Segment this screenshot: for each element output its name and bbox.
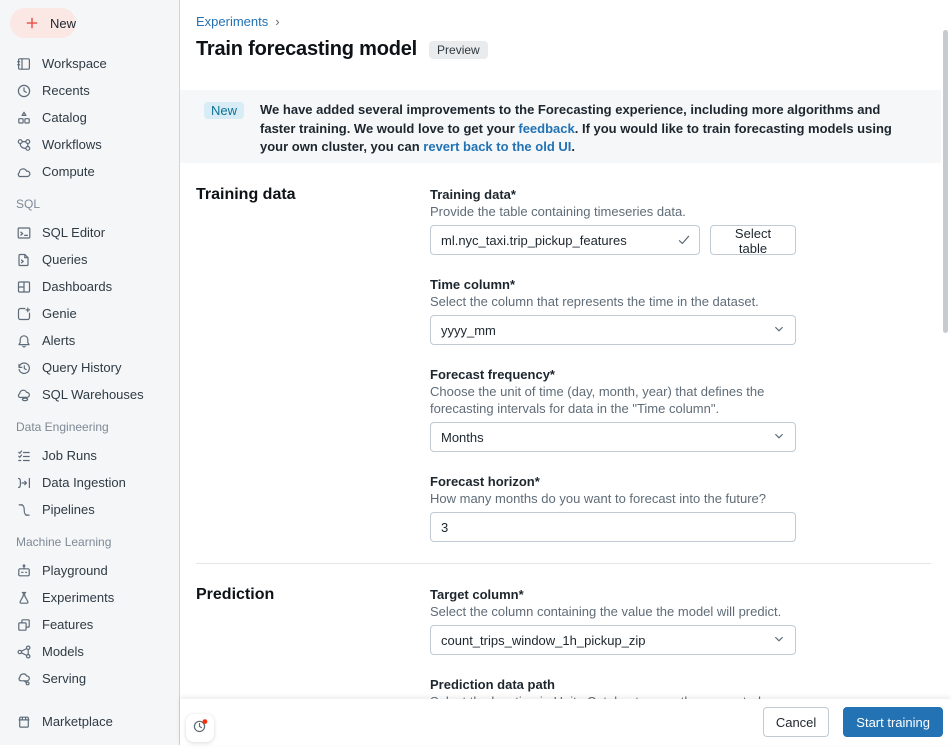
- time-column-select[interactable]: [430, 315, 796, 345]
- time-column-field: [430, 276, 796, 345]
- sidebar-item-label: Serving: [42, 671, 87, 686]
- plus-icon: [24, 15, 40, 31]
- recent-activity-button[interactable]: [186, 714, 214, 742]
- workflows-icon: [16, 137, 32, 153]
- sidebar-item-label: Workflows: [42, 137, 102, 152]
- data-ingestion-icon: [16, 475, 32, 491]
- sql-editor-icon: [16, 225, 32, 241]
- recents-icon: [16, 83, 32, 99]
- sidebar-item-label: Models: [42, 644, 84, 659]
- banner-text-3: .: [571, 139, 575, 154]
- new-button[interactable]: [10, 8, 76, 38]
- forecast-frequency-label: Forecast frequency*: [430, 367, 555, 382]
- breadcrumb: [196, 14, 280, 29]
- forecast-frequency-field: [430, 366, 796, 452]
- forecast-horizon-label: Forecast horizon*: [430, 474, 540, 489]
- target-column-label: Target column*: [430, 587, 524, 602]
- pipelines-icon: [16, 502, 32, 518]
- sidebar-item-marketplace[interactable]: [0, 708, 179, 735]
- sidebar-section-label: SQL: [16, 197, 41, 211]
- sidebar-item-label: Query History: [42, 360, 122, 375]
- query-history-icon: [16, 360, 32, 376]
- time-column-label: Time column*: [430, 277, 516, 292]
- sidebar-item-label: Recents: [42, 83, 90, 98]
- marketplace-icon: [16, 714, 32, 730]
- alerts-icon: [16, 333, 32, 349]
- banner-text: [260, 101, 917, 157]
- breadcrumb-separator: ›: [275, 14, 280, 29]
- sidebar-item-label: Pipelines: [42, 502, 95, 517]
- chevron-down-icon: [771, 428, 787, 447]
- sidebar-item-features[interactable]: [0, 611, 179, 638]
- sidebar-item-serving[interactable]: [0, 665, 179, 692]
- sql-warehouses-icon: [16, 387, 32, 403]
- sidebar-section-label: Data Engineering: [16, 420, 109, 434]
- sidebar-item-alerts[interactable]: [0, 327, 179, 354]
- sidebar-item-label: SQL Editor: [42, 225, 106, 240]
- prediction-data-path-label: Prediction data path: [430, 677, 555, 692]
- sidebar-item-genie[interactable]: [0, 300, 179, 327]
- training-data-label: Training data*: [430, 187, 516, 202]
- prediction-heading: Prediction: [196, 586, 275, 603]
- sidebar-item-label: Genie: [42, 306, 77, 321]
- genie-icon: [16, 306, 32, 322]
- target-column-select[interactable]: [430, 625, 796, 655]
- sidebar-item-query-history[interactable]: [0, 354, 179, 381]
- sidebar-item-catalog[interactable]: [0, 104, 179, 131]
- training-data-description: Provide the table containing timeseries data.: [430, 204, 686, 219]
- sidebar-item-playground[interactable]: [0, 557, 179, 584]
- forecast-horizon-input[interactable]: [430, 512, 796, 542]
- form-scroll-area: [180, 163, 951, 699]
- playground-icon: [16, 563, 32, 579]
- new-badge: New: [204, 102, 244, 119]
- features-icon: [16, 617, 32, 633]
- target-column-field: [430, 586, 796, 655]
- revert-old-ui-link[interactable]: revert back to the old UI: [423, 139, 572, 154]
- announcement-banner: [180, 90, 941, 163]
- sidebar-item-label: Catalog: [42, 110, 87, 125]
- experiments-icon: [16, 590, 32, 606]
- forecast-frequency-value: Months: [441, 429, 484, 445]
- sidebar-item-label: Experiments: [42, 590, 115, 605]
- new-button-label: New: [50, 15, 77, 31]
- sidebar-item-label: Alerts: [42, 333, 76, 348]
- sidebar-item-job-runs[interactable]: [0, 442, 179, 469]
- training-data-fields: [430, 186, 796, 563]
- cancel-button[interactable]: Cancel: [763, 707, 829, 737]
- title-row: [196, 38, 488, 61]
- clock-notification-icon: [192, 718, 208, 739]
- sidebar-nav: [0, 50, 179, 735]
- sidebar-item-label: Features: [42, 617, 94, 632]
- training-data-heading: Training data: [196, 186, 296, 203]
- catalog-icon: [16, 110, 32, 126]
- training-data-field: [430, 186, 796, 255]
- sidebar-item-models[interactable]: [0, 638, 179, 665]
- sidebar-item-recents[interactable]: [0, 77, 179, 104]
- sidebar: [0, 0, 180, 745]
- sidebar-item-label: Playground: [42, 563, 108, 578]
- workspace-icon: [16, 56, 32, 72]
- chevron-down-icon: [771, 631, 787, 650]
- vertical-scrollbar[interactable]: [943, 30, 948, 333]
- sidebar-item-label: Marketplace: [42, 714, 113, 729]
- chevron-down-icon: [771, 321, 787, 340]
- banner-text-1: We have added several improvements to the Forecasting experience, including more algorithms and faster training. We would love to get your: [260, 102, 881, 136]
- queries-icon: [16, 252, 32, 268]
- forecast-frequency-select[interactable]: [430, 422, 796, 452]
- sidebar-item-label: Dashboards: [42, 279, 113, 294]
- sidebar-item-sql-warehouses[interactable]: [0, 381, 179, 408]
- sidebar-item-label: Workspace: [42, 56, 107, 71]
- main-content: [180, 0, 951, 745]
- sidebar-item-pipelines[interactable]: [0, 496, 179, 523]
- banner-text-2: . If you would like to train forecasting models using your own cluster, you can: [260, 120, 892, 154]
- select-table-button[interactable]: Select table: [710, 225, 796, 255]
- sidebar-item-compute[interactable]: [0, 158, 179, 185]
- forecast-horizon-field: [430, 473, 796, 542]
- dashboards-icon: [16, 279, 32, 295]
- sidebar-item-workflows[interactable]: [0, 131, 179, 158]
- serving-icon: [16, 671, 32, 687]
- forecast-frequency-description: Choose the unit of time (day, month, year) that defines the forecasting intervals for data in the "Time column".: [430, 384, 765, 416]
- sidebar-section-label: Machine Learning: [16, 535, 112, 549]
- training-data-section: [196, 163, 931, 563]
- breadcrumb-experiments-link[interactable]: Experiments: [196, 14, 269, 29]
- sidebar-item-sql-editor[interactable]: [0, 219, 179, 246]
- sidebar-item-workspace[interactable]: [0, 50, 179, 77]
- sidebar-item-label: Job Runs: [42, 448, 97, 463]
- compute-icon: [16, 164, 32, 180]
- sidebar-item-label: Queries: [42, 252, 88, 267]
- job-runs-icon: [16, 448, 32, 464]
- sidebar-item-dashboards[interactable]: [0, 273, 179, 300]
- sidebar-item-data-ingestion[interactable]: [0, 469, 179, 496]
- time-column-value: yyyy_mm: [441, 322, 496, 338]
- forecast-horizon-description: How many months do you want to forecast into the future?: [430, 491, 767, 506]
- target-column-value: count_trips_window_1h_pickup_zip: [441, 632, 646, 648]
- page-title: Train forecasting model: [196, 38, 418, 60]
- preview-badge: Preview: [429, 41, 488, 59]
- sidebar-item-experiments[interactable]: [0, 584, 179, 611]
- start-training-button[interactable]: Start training: [843, 707, 943, 737]
- training-data-input[interactable]: [430, 225, 700, 255]
- sidebar-item-label: Data Ingestion: [42, 475, 126, 490]
- target-column-description: Select the column containing the value the model will predict.: [430, 604, 782, 619]
- time-column-description: Select the column that represents the time in the dataset.: [430, 294, 759, 309]
- sidebar-item-queries[interactable]: [0, 246, 179, 273]
- sidebar-item-label: SQL Warehouses: [42, 387, 144, 402]
- sidebar-item-label: Compute: [42, 164, 95, 179]
- footer-action-bar: [180, 699, 951, 745]
- feedback-link[interactable]: feedback: [518, 120, 575, 136]
- models-icon: [16, 644, 32, 660]
